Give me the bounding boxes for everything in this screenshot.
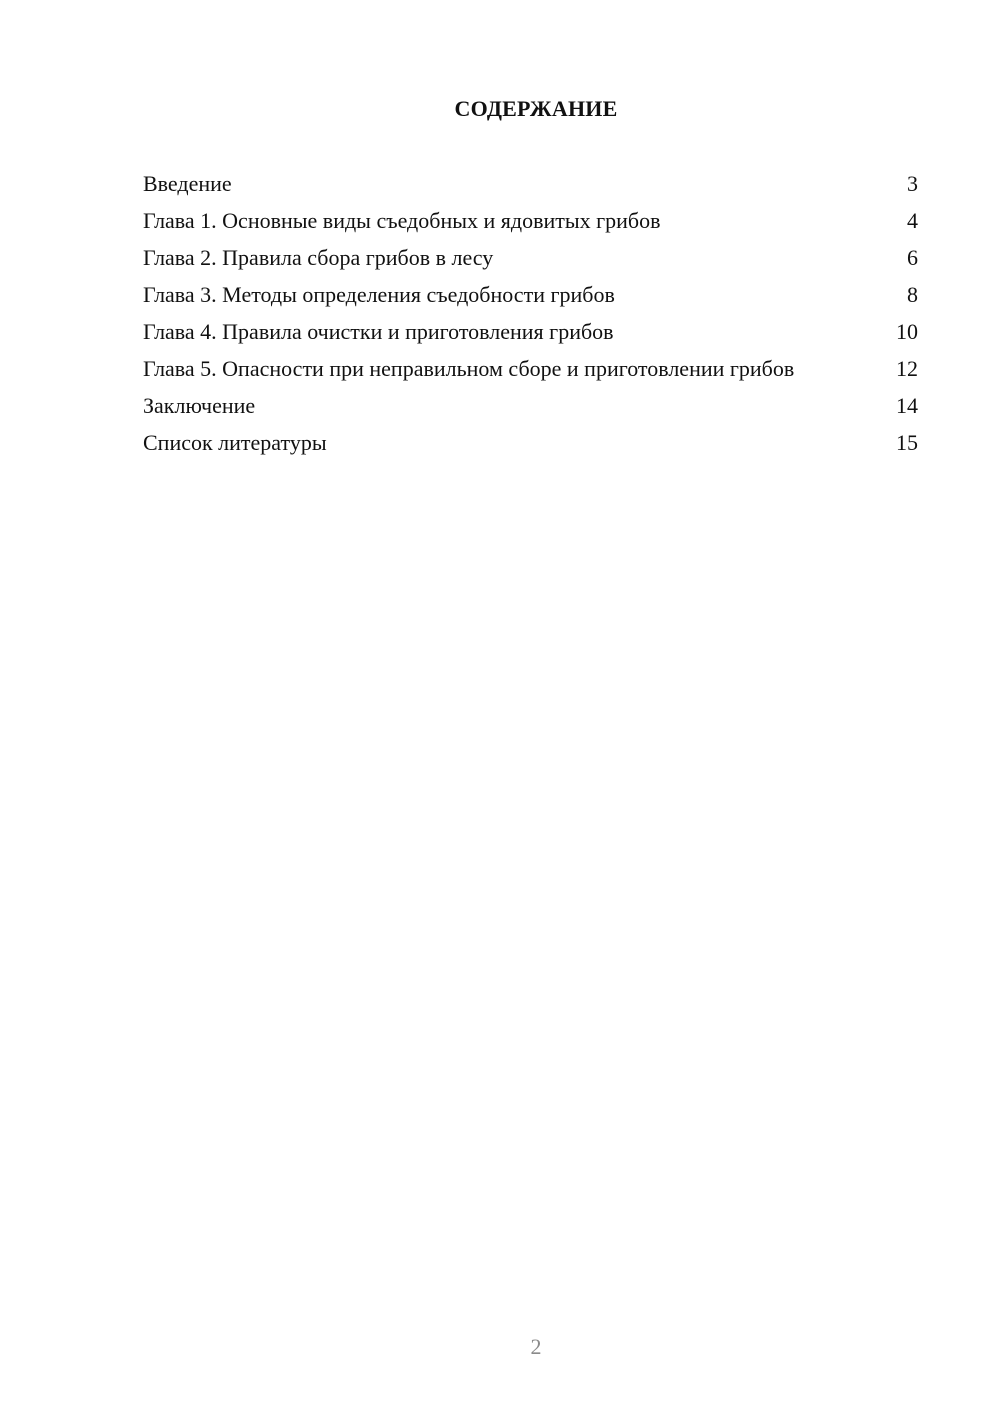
toc-entry-page: 12 [896,356,918,381]
toc-entry-label: Заключение [143,393,256,418]
toc-entry-page: 3 [907,171,918,196]
page-number: 2 [530,1334,542,1359]
toc-entry [143,355,918,382]
toc-entry [143,207,918,234]
toc-entry-page: 6 [907,245,918,270]
toc-entry [143,244,918,271]
toc-entry-label: Список литературы [143,430,327,455]
toc-entry-page: 8 [907,282,918,307]
toc-entry-page: 15 [896,430,918,455]
toc-entry [143,318,918,345]
toc-entry-page: 10 [896,319,918,344]
toc-entry-label: Глава 1. Основные виды съедобных и ядовитых грибов [143,208,661,233]
toc-entry [143,170,918,197]
toc-entry [143,281,918,308]
toc-entry-page: 4 [907,208,918,233]
toc-entry-label: Введение [143,171,232,196]
toc-entry [143,429,918,456]
toc-entry [143,392,918,419]
page-title: СОДЕРЖАНИЕ [454,96,618,121]
toc-entry-label: Глава 2. Правила сбора грибов в лесу [143,245,494,270]
toc-entry-label: Глава 3. Методы определения съедобности грибов [143,282,615,307]
table-of-contents [143,170,918,466]
toc-entry-label: Глава 5. Опасности при неправильном сборе и приготовлении грибов [143,356,795,381]
toc-entry-page: 14 [896,393,918,418]
toc-entry-label: Глава 4. Правила очистки и приготовления грибов [143,319,614,344]
